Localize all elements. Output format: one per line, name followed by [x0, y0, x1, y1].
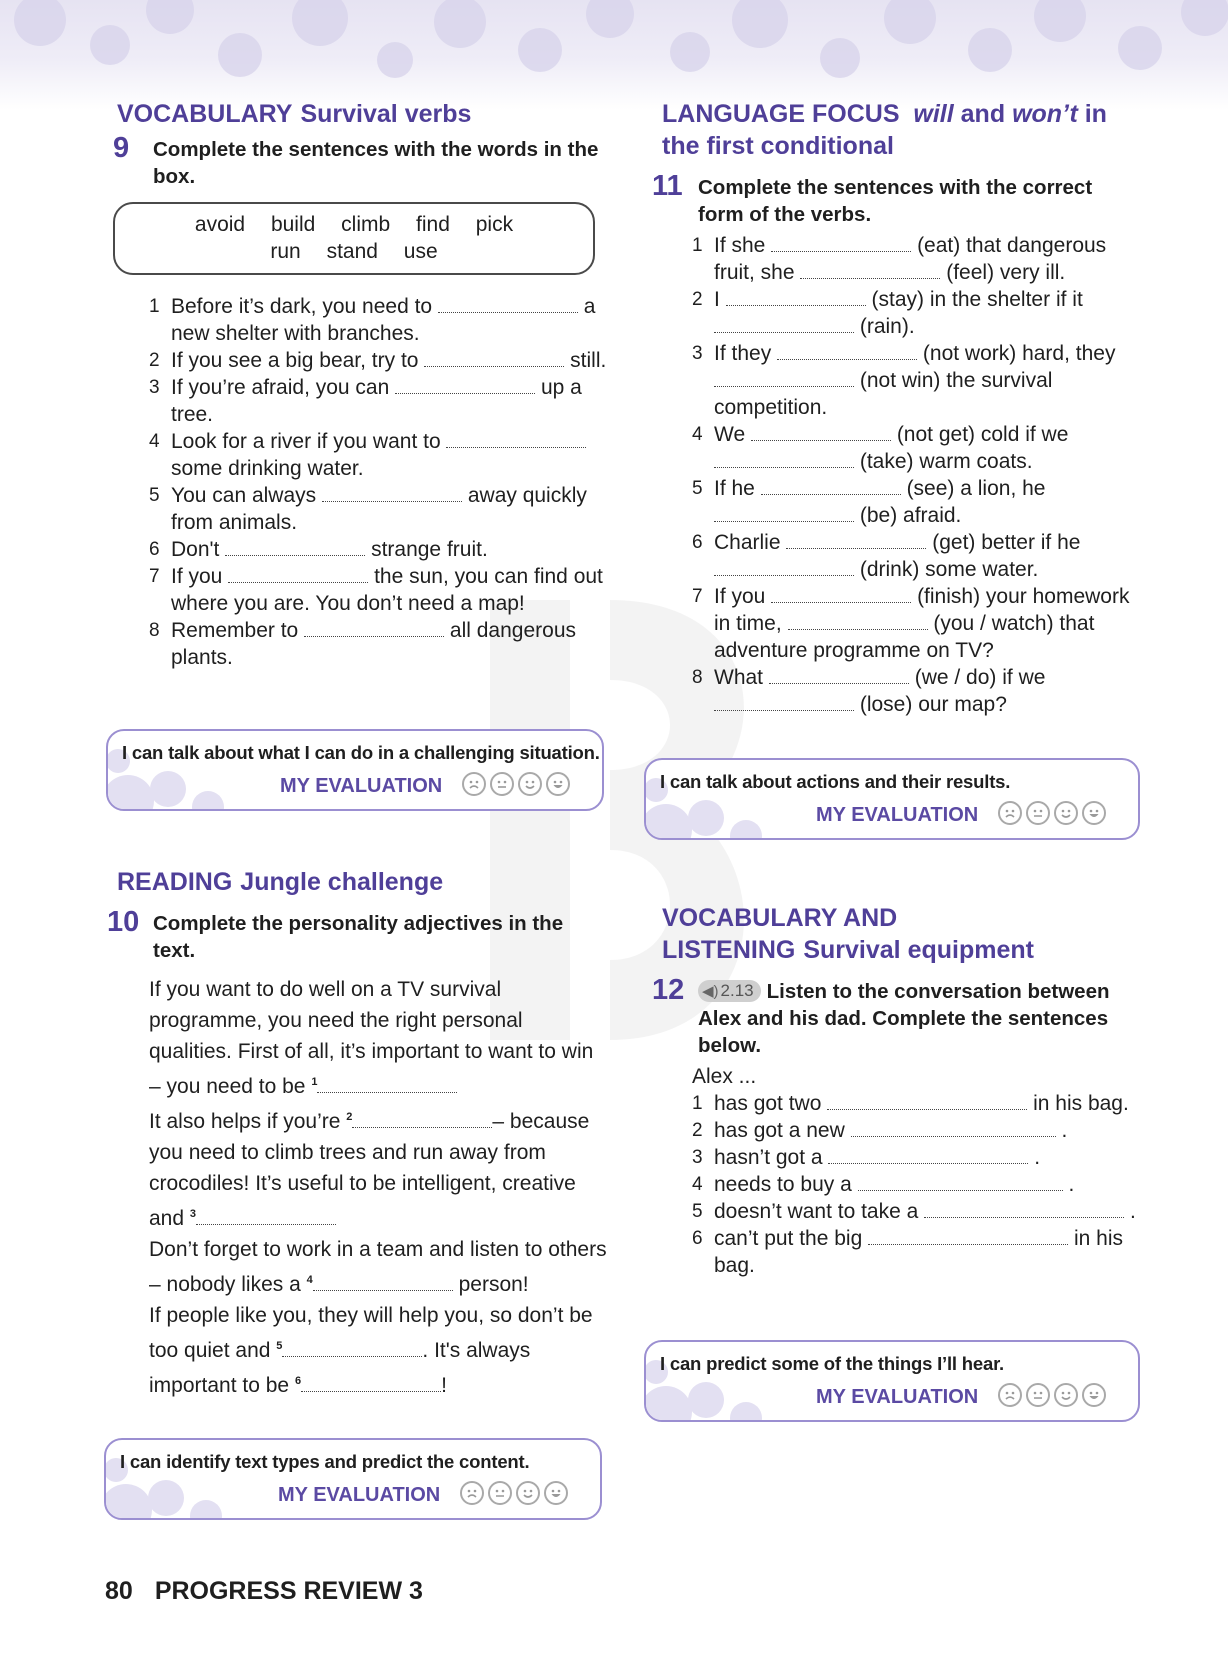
answer-blank[interactable] — [726, 289, 866, 306]
list-item: 3 If they (not work) hard, they (not win) the survival competition. — [692, 342, 1116, 419]
left-column — [113, 98, 607, 671]
evaluation-faces — [462, 772, 570, 796]
reading-section — [107, 866, 607, 1401]
list-item: 4 needs to buy a . — [692, 1173, 1075, 1196]
list-item: 6 Don't strange fruit. — [149, 538, 488, 561]
happy-face-icon[interactable] — [516, 1481, 540, 1505]
list-item: 8 What (we / do) if we (lose) our map? — [692, 666, 1046, 716]
word: use — [403, 240, 438, 263]
answer-blank[interactable] — [761, 478, 901, 495]
answer-blank[interactable] — [438, 296, 578, 313]
exercise-11-heading — [652, 170, 1142, 228]
happy-face-icon[interactable] — [1054, 801, 1078, 825]
exercise-instruction: Complete the personality adjectives in the text. — [153, 912, 564, 962]
neutral-face-icon[interactable] — [1026, 1383, 1050, 1407]
can-do-statement: I can talk about what I can do in a challenging situation. — [122, 742, 600, 763]
page-footer — [105, 1577, 423, 1606]
exercise-instruction: Complete the sentences with the correct form of the verbs. — [698, 176, 1093, 226]
word: build — [270, 213, 316, 236]
listening-section — [652, 902, 1142, 1279]
answer-blank[interactable] — [714, 559, 854, 576]
my-evaluation-label: MY EVALUATION — [280, 775, 443, 797]
list-item: 1 If she (eat) that dangerous fruit, she (feel) very ill. — [692, 234, 1107, 284]
list-item: 6 can’t put the big in his bag. — [692, 1227, 1123, 1277]
audio-track-button[interactable]: ◀) 2.13 — [698, 980, 761, 1002]
word-box-row — [115, 211, 593, 238]
self-evaluation-box — [104, 1438, 602, 1520]
answer-blank[interactable] — [304, 620, 444, 637]
neutral-face-icon[interactable] — [1026, 801, 1050, 825]
list-item: 4 We (not get) cold if we (take) warm coats. — [692, 423, 1069, 473]
answer-blank[interactable] — [196, 1208, 336, 1225]
answer-blank[interactable] — [424, 350, 564, 367]
answer-blank[interactable] — [714, 451, 854, 468]
list-item: 8 Remember to all dangerous plants. — [149, 619, 576, 669]
answer-blank[interactable] — [714, 370, 854, 387]
answer-blank[interactable] — [352, 1111, 492, 1128]
can-do-statement: I can talk about actions and their results. — [660, 771, 1011, 792]
neutral-face-icon[interactable] — [488, 1481, 512, 1505]
list-item: 1 has got two in his bag. — [692, 1092, 1129, 1115]
happy-face-icon[interactable] — [518, 772, 542, 796]
answer-blank[interactable] — [771, 235, 911, 252]
list-item: 2 I (stay) in the shelter if it (rain). — [692, 288, 1083, 338]
exercise-number: 9 — [113, 132, 130, 164]
my-evaluation-label: MY EVALUATION — [816, 1386, 979, 1408]
answer-blank[interactable] — [228, 566, 368, 583]
answer-blank[interactable] — [827, 1093, 1027, 1110]
word-box — [113, 202, 595, 275]
self-evaluation-box — [644, 758, 1140, 840]
my-evaluation-label: MY EVALUATION — [816, 804, 979, 826]
exercise-intro: Alex ... — [692, 1065, 757, 1088]
answer-blank[interactable] — [301, 1375, 441, 1392]
evaluation-faces — [998, 1383, 1106, 1407]
list-item: 5 You can always away quickly from animals. — [149, 484, 587, 534]
exercise-12-items — [662, 1090, 1142, 1279]
reading-paragraph: Don’t forget to work in a team and listen to others – nobody likes a $^4$ person! — [149, 1238, 607, 1296]
my-evaluation-label: MY EVALUATION — [278, 1484, 441, 1506]
footer-section-title: PROGRESS REVIEW 3 — [154, 1577, 423, 1605]
exercise-12-heading — [652, 974, 1142, 1059]
answer-blank[interactable] — [800, 262, 940, 279]
reading-text — [117, 974, 607, 1401]
answer-blank[interactable] — [395, 377, 535, 394]
exercise-instruction: Complete the sentences with the words in the box. — [153, 138, 599, 188]
listening-section-title: VOCABULARY AND LISTENING Survival equipment — [662, 904, 1034, 964]
reading-section-title: READING Jungle challenge — [117, 868, 444, 896]
list-item: 2 has got a new . — [692, 1119, 1068, 1142]
reading-paragraph: If people like you, they will help you, so don’t be too quiet and $^5$ . It's always important to be $^6$ ! — [149, 1304, 593, 1397]
answer-blank[interactable] — [714, 316, 854, 333]
answer-blank[interactable] — [282, 1340, 422, 1357]
list-item: 4 Look for a river if you want to some drinking water. — [149, 428, 607, 482]
word: run — [270, 240, 301, 263]
answer-blank[interactable] — [788, 613, 928, 630]
word: find — [416, 213, 450, 236]
exercise-instruction: ◀) 2.13 Listen to the conversation between Alex and his dad. Complete the sentences below. — [698, 980, 1110, 1057]
can-do-statement: I can identify text types and predict the content. — [120, 1451, 530, 1472]
exercise-number: 12 — [652, 974, 685, 1006]
bubble-pattern-icon — [0, 0, 1228, 110]
happy-face-icon[interactable] — [1054, 1383, 1078, 1407]
list-item: 2 If you see a big bear, try to still. — [149, 349, 607, 372]
exercise-9-heading — [113, 132, 607, 190]
word: climb — [341, 213, 391, 236]
answer-blank[interactable] — [851, 1120, 1056, 1137]
exercise-9-items — [117, 293, 607, 671]
answer-blank[interactable] — [225, 539, 365, 556]
answer-blank[interactable] — [777, 343, 917, 360]
neutral-face-icon[interactable] — [490, 772, 514, 796]
answer-blank[interactable] — [924, 1201, 1124, 1218]
list-item: 6 Charlie (get) better if he (drink) some water. — [692, 531, 1081, 581]
answer-blank[interactable] — [786, 532, 926, 549]
answer-blank[interactable] — [858, 1174, 1063, 1191]
decorative-header-band — [0, 0, 1228, 110]
list-item: 3 If you’re afraid, you can up a tree. — [149, 376, 582, 426]
answer-blank[interactable] — [714, 505, 854, 522]
answer-blank[interactable] — [771, 586, 911, 603]
answer-blank[interactable] — [828, 1147, 1028, 1164]
word: stand — [326, 240, 378, 263]
answer-blank[interactable] — [868, 1228, 1068, 1245]
sad-face-icon[interactable] — [998, 801, 1022, 825]
list-item: 7 If you the sun, you can find out where you are. You don’t need a map! — [149, 565, 603, 615]
reading-paragraph: If you want to do well on a TV survival programme, you need the right personal qualities. First of all, it’s important to want to win – you need to be $^1$ — [149, 978, 594, 1098]
exercise-11-items — [662, 232, 1142, 718]
page-number: 80 — [105, 1577, 133, 1605]
language-focus-title: LANGUAGE FOCUS will and won’t in the first conditional — [662, 100, 1107, 160]
sad-face-icon[interactable] — [462, 772, 486, 796]
list-item: 3 hasn’t got a . — [692, 1146, 1041, 1169]
list-item: 7 If you (finish) your homework in time, (you / watch) that adventure programme on TV? — [692, 585, 1130, 662]
sad-face-icon[interactable] — [998, 1383, 1022, 1407]
evaluation-faces — [998, 801, 1106, 825]
answer-blank[interactable] — [322, 485, 462, 502]
word: avoid — [194, 213, 246, 236]
list-item: 1 Before it’s dark, you need to a new shelter with branches. — [149, 295, 596, 345]
very-happy-face-icon[interactable] — [1082, 1383, 1106, 1407]
answer-blank[interactable] — [446, 431, 586, 448]
word: pick — [475, 213, 514, 236]
answer-blank[interactable] — [313, 1274, 453, 1291]
sad-face-icon[interactable] — [460, 1481, 484, 1505]
vocabulary-section-title: VOCABULARY Survival verbs — [117, 100, 472, 128]
very-happy-face-icon[interactable] — [546, 772, 570, 796]
self-evaluation-box — [644, 1340, 1140, 1422]
self-evaluation-box — [106, 729, 604, 811]
exercise-10-heading — [107, 906, 607, 964]
exercise-number: 11 — [652, 170, 683, 202]
right-column — [652, 98, 1142, 718]
list-item: 5 doesn’t want to take a . — [692, 1200, 1136, 1223]
can-do-statement: I can predict some of the things I’ll hear. — [660, 1353, 1005, 1374]
exercise-number: 10 — [107, 906, 140, 938]
answer-blank[interactable] — [751, 424, 891, 441]
very-happy-face-icon[interactable] — [1082, 801, 1106, 825]
evaluation-faces — [460, 1481, 568, 1505]
answer-blank[interactable] — [317, 1076, 457, 1093]
word-box-row — [115, 238, 593, 265]
list-item: 5 If he (see) a lion, he (be) afraid. — [692, 477, 1046, 527]
reading-paragraph: It also helps if you’re $^2$ – because you need to climb trees and run away from crocodiles! It’s useful to be intelligent, creative and $^3$ — [149, 1110, 590, 1230]
answer-blank[interactable] — [714, 694, 854, 711]
very-happy-face-icon[interactable] — [544, 1481, 568, 1505]
answer-blank[interactable] — [769, 667, 909, 684]
speaker-icon: ◀) — [702, 983, 719, 1000]
